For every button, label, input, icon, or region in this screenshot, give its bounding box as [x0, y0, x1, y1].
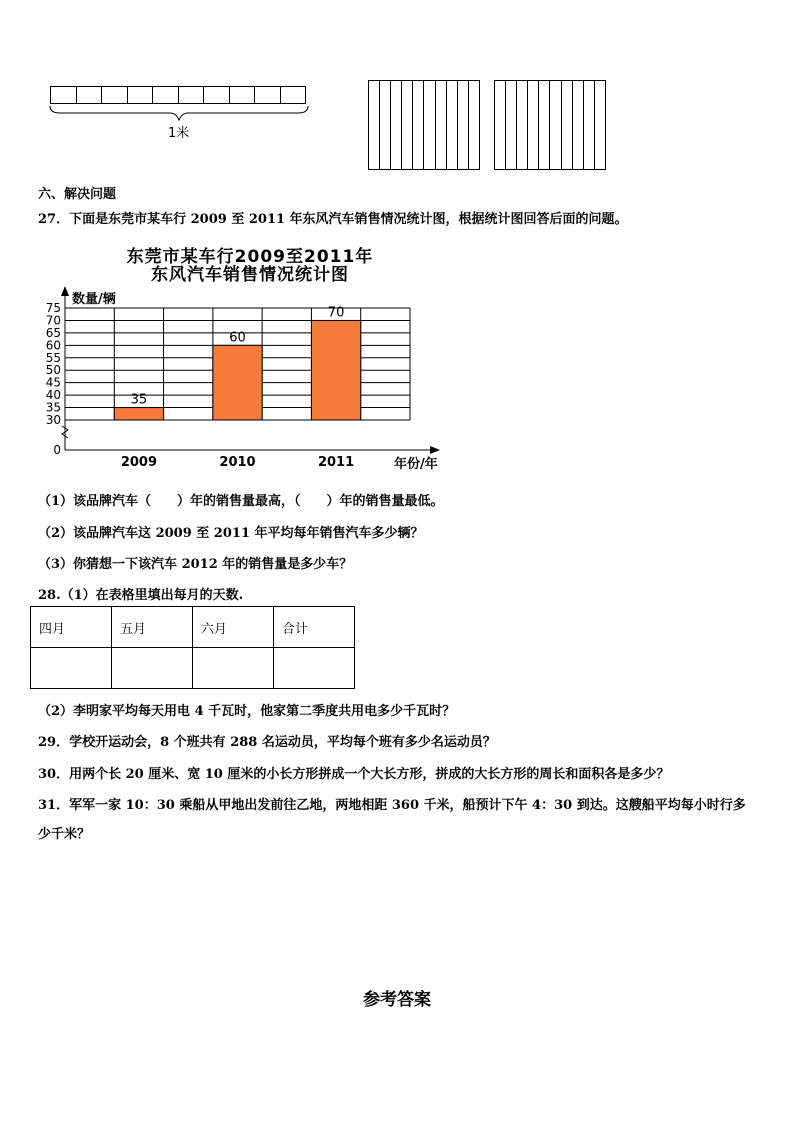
q27-sub3: （3）你猜想一下该汽车 2012 年的销售量是多少车？	[38, 557, 353, 572]
x-tick-label: 2010	[219, 455, 256, 470]
q27-text: 27．下面是东莞市某车行 2009 至 2011 年东风汽车销售情况统计图，根据统计图回答后面的问题。	[38, 212, 628, 227]
chart-title-line1: 东莞市某车行2009至2011年	[126, 247, 374, 267]
bar	[213, 345, 262, 420]
strip-length-label: 1米	[168, 126, 190, 141]
grid-column	[447, 81, 458, 169]
table-header-total: 合计	[274, 607, 355, 648]
table-cell-may[interactable]	[112, 648, 193, 689]
q31-line2: 少千米？	[38, 827, 91, 842]
ten-cell-strip	[50, 86, 306, 104]
grid-column	[517, 81, 528, 169]
grid-column	[573, 81, 584, 169]
q31-line1: 31．军军一家 10：30 乘船从甲地出发前往乙地，两地相距 360 千米，船预计下午 4：30 到达。这艘船平均每小时行多	[38, 798, 746, 813]
axis-break-mark	[62, 426, 68, 438]
grid-column	[506, 81, 517, 169]
bar-value-label: 35	[130, 392, 148, 408]
bar	[114, 408, 163, 420]
y-tick-label: 60	[45, 338, 61, 353]
column-grid-right	[494, 80, 606, 170]
table-cell-total[interactable]	[274, 648, 355, 689]
q28-sub2: （2）李明家平均每天用电 4 千瓦时，他家第二季度共用电多少千瓦时？	[38, 704, 456, 719]
x-axis-arrow	[430, 446, 440, 454]
bar-value-label: 70	[327, 305, 345, 321]
bar	[311, 320, 360, 420]
table-cell-june[interactable]	[193, 648, 274, 689]
strip-cell	[102, 87, 128, 103]
strip-cell	[128, 87, 154, 103]
q30-text: 30．用两个长 20 厘米、宽 10 厘米的小长方形拼成一个大长方形，拼成的大长方形的周长和面积各是多少？	[38, 767, 670, 782]
y-tick-label: 0	[53, 443, 61, 457]
brace	[46, 104, 312, 124]
q29-text: 29．学校开运动会，8 个班共有 288 名运动员，平均每个班有多少名运动员？	[38, 735, 496, 750]
chart-x-axis-label: 年份/年	[394, 457, 438, 472]
y-tick-label: 70	[45, 313, 61, 328]
grid-column	[584, 81, 595, 169]
days-table	[30, 606, 355, 689]
grid-column	[413, 81, 424, 169]
grid-column	[469, 81, 479, 169]
x-tick-label: 2011	[317, 455, 355, 470]
y-tick-label: 55	[45, 350, 61, 365]
grid-column	[391, 81, 402, 169]
y-axis-arrow	[61, 286, 69, 296]
table-header-april: 四月	[31, 607, 112, 648]
y-tick-label: 40	[45, 388, 61, 403]
grid-column	[369, 81, 380, 169]
grid-column	[458, 81, 469, 169]
x-tick-label: 2009	[120, 455, 158, 470]
grid-column	[424, 81, 435, 169]
strip-cell	[255, 87, 281, 103]
y-tick-label: 35	[45, 400, 61, 415]
grid-column	[562, 81, 573, 169]
grid-column	[436, 81, 447, 169]
chart-title-line2: 东风汽车销售情况统计图	[151, 265, 349, 285]
grid-column	[550, 81, 561, 169]
table-header-june: 六月	[193, 607, 274, 648]
grid-column	[539, 81, 550, 169]
answers-title: 参考答案	[363, 990, 431, 1010]
q28-text: 28.（1）在表格里填出每月的天数.	[38, 588, 244, 603]
sales-bar-chart	[30, 240, 480, 475]
column-grid-left	[368, 80, 480, 170]
chart-y-axis-label: 数量/辆	[72, 292, 116, 307]
y-tick-label: 45	[45, 375, 61, 390]
strip-cell	[153, 87, 179, 103]
section-heading: 六、解决问题	[38, 187, 117, 202]
y-tick-label: 65	[45, 325, 61, 340]
grid-column	[402, 81, 413, 169]
q27-sub2: （2）该品牌汽车这 2009 至 2011 年平均每年销售汽车多少辆？	[38, 526, 424, 541]
grid-column	[528, 81, 539, 169]
grid-column	[495, 81, 506, 169]
y-tick-label: 75	[45, 301, 61, 315]
strip-cell	[281, 87, 306, 103]
strip-cell	[230, 87, 256, 103]
strip-cell	[179, 87, 205, 103]
table-header-may: 五月	[112, 607, 193, 648]
strip-cell	[51, 87, 77, 103]
bar-value-label: 60	[229, 330, 246, 346]
y-tick-label: 30	[45, 413, 61, 427]
strip-cell	[204, 87, 230, 103]
table-cell-april[interactable]	[31, 648, 112, 689]
y-tick-label: 50	[45, 363, 61, 378]
grid-column	[380, 81, 391, 169]
grid-column	[595, 81, 605, 169]
strip-cell	[77, 87, 103, 103]
q27-sub1: （1）该品牌汽车（ ）年的销售量最高，（ ）年的销售量最低。	[38, 494, 444, 509]
